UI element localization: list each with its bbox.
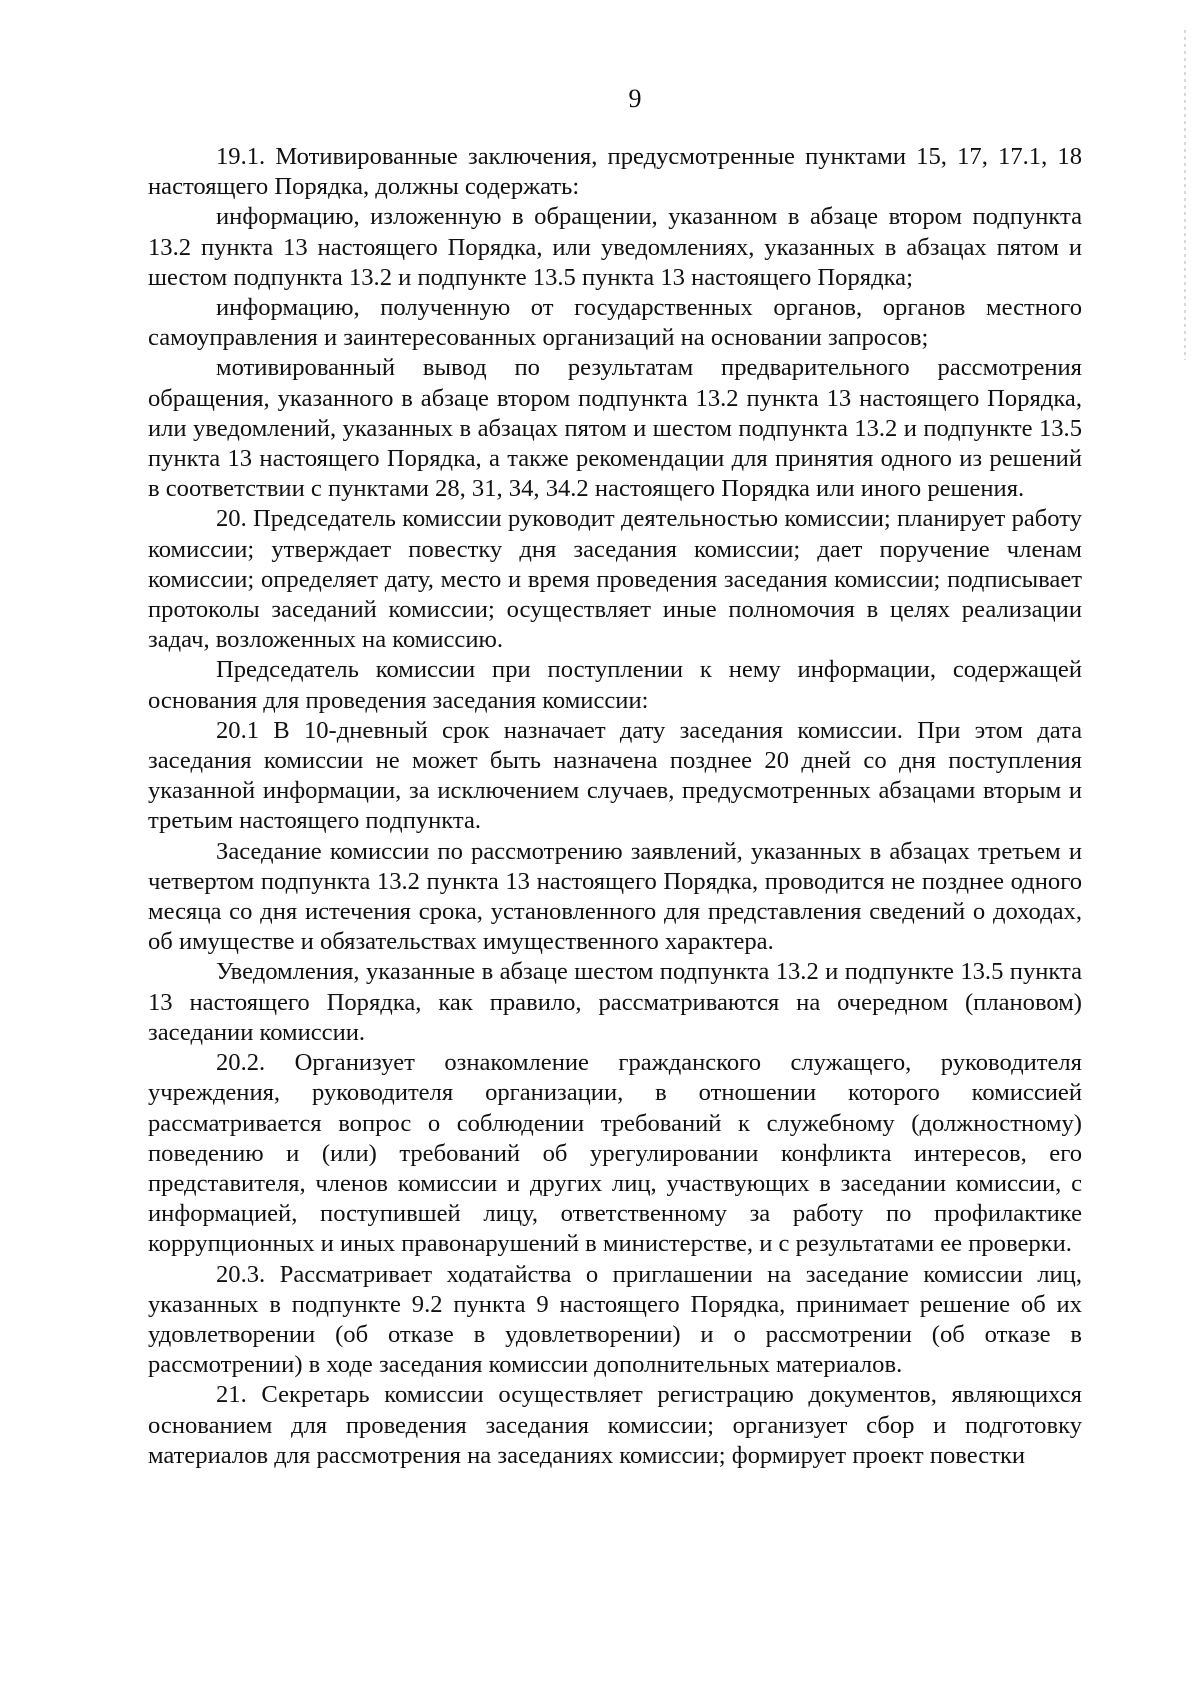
paragraph: 21. Секретарь комиссии осуществляет регистрацию документов, являющихся основанием для проведения заседания комиссии; организует сбор и подготовку материалов для рассмотрения на заседаниях комиссии; формирует проект повестки [148, 1381, 1082, 1469]
paragraph: 20.1 В 10-дневный срок назначает дату заседания комиссии. При этом дата заседания комиссии не может быть назначена позднее 20 дней со дня поступления указанной информации, за исключением случаев, предусмотренных абзацами вторым и третьим настоящего подпункта. [148, 716, 1082, 835]
paragraph: Заседание комиссии по рассмотрению заявлений, указанных в абзацах третьем и четвертом подпункта 13.2 пункта 13 настоящего Порядка, проводится не позднее одного месяца со дня истечения срока, установленного для представления сведений о доходах, об имуществе и обязательствах имущественного характера. [148, 837, 1082, 956]
scan-edge-mark [1184, 30, 1186, 360]
paragraph: 20.2. Организует ознакомление гражданского служащего, руководителя учреждения, руководителя организации, в отношении которого комиссией рассматривается вопрос о соблюдении требований к служебному (должностному) поведению и (или) требований об урегулировании конфликта интересов, его представителя, членов комиссии и других лиц, участвующих в заседании комиссии, с информацией, поступившей лицу, ответственному за работу по профилактике коррупционных и иных правонарушений в министерстве, и с результатами ее проверки. [148, 1049, 1082, 1258]
paragraph: 20.3. Рассматривает ходатайства о приглашении на заседание комиссии лиц, указанных в подпункте 9.2 пункта 9 настоящего Порядка, принимает решение об их удовлетворении (об отказе в удовлетворении) и о рассмотрении (об отказе в рассмотрении) в ходе заседания комиссии дополнительных материалов. [148, 1260, 1082, 1379]
page-number: 9 [628, 84, 642, 113]
paragraph: мотивированный вывод по результатам предварительного рассмотрения обращения, указанного в абзаце втором подпункта 13.2 пункта 13 настоящего Порядка, или уведомлений, указанных в абзацах пятом и шестом подпункта 13.2 и подпункте 13.5 пункта 13 настоящего Порядка, а также рекомендации для принятия одного из решений в соответствии с пунктами 28, 31, 34, 34.2 настоящего Порядка или иного решения. [148, 354, 1082, 503]
paragraph: информацию, изложенную в обращении, указанном в абзаце втором подпункта 13.2 пункта 13 настоящего Порядка, или уведомлениях, указанных в абзацах пятом и шестом подпункта 13.2 и подпункте 13.5 пункта 13 настоящего Порядка; [148, 203, 1082, 291]
paragraph: Председатель комиссии при поступлении к нему информации, содержащей основания для проведения заседания комиссии: [148, 656, 1082, 714]
paragraph: информацию, полученную от государственных органов, органов местного самоуправления и заинтересованных организаций на основании запросов; [148, 294, 1082, 352]
paragraph: 20. Председатель комиссии руководит деятельностью комиссии; планирует работу комиссии; утверждает повестку дня заседания комиссии; дает поручение членам комиссии; определяет дату, место и время проведения заседания комиссии; подписывает протоколы заседаний комиссии; осуществляет иные полномочия в целях реализации задач, возложенных на комиссию. [148, 505, 1082, 654]
document-body [148, 142, 1082, 1471]
paragraph: 19.1. Мотивированные заключения, предусмотренные пунктами 15, 17, 17.1, 18 настоящего Порядка, должны содержать: [148, 143, 1082, 201]
paragraph: Уведомления, указанные в абзаце шестом подпункта 13.2 и подпункте 13.5 пункта 13 настоящего Порядка, как правило, рассматриваются на очередном (плановом) заседании комиссии. [148, 958, 1082, 1046]
